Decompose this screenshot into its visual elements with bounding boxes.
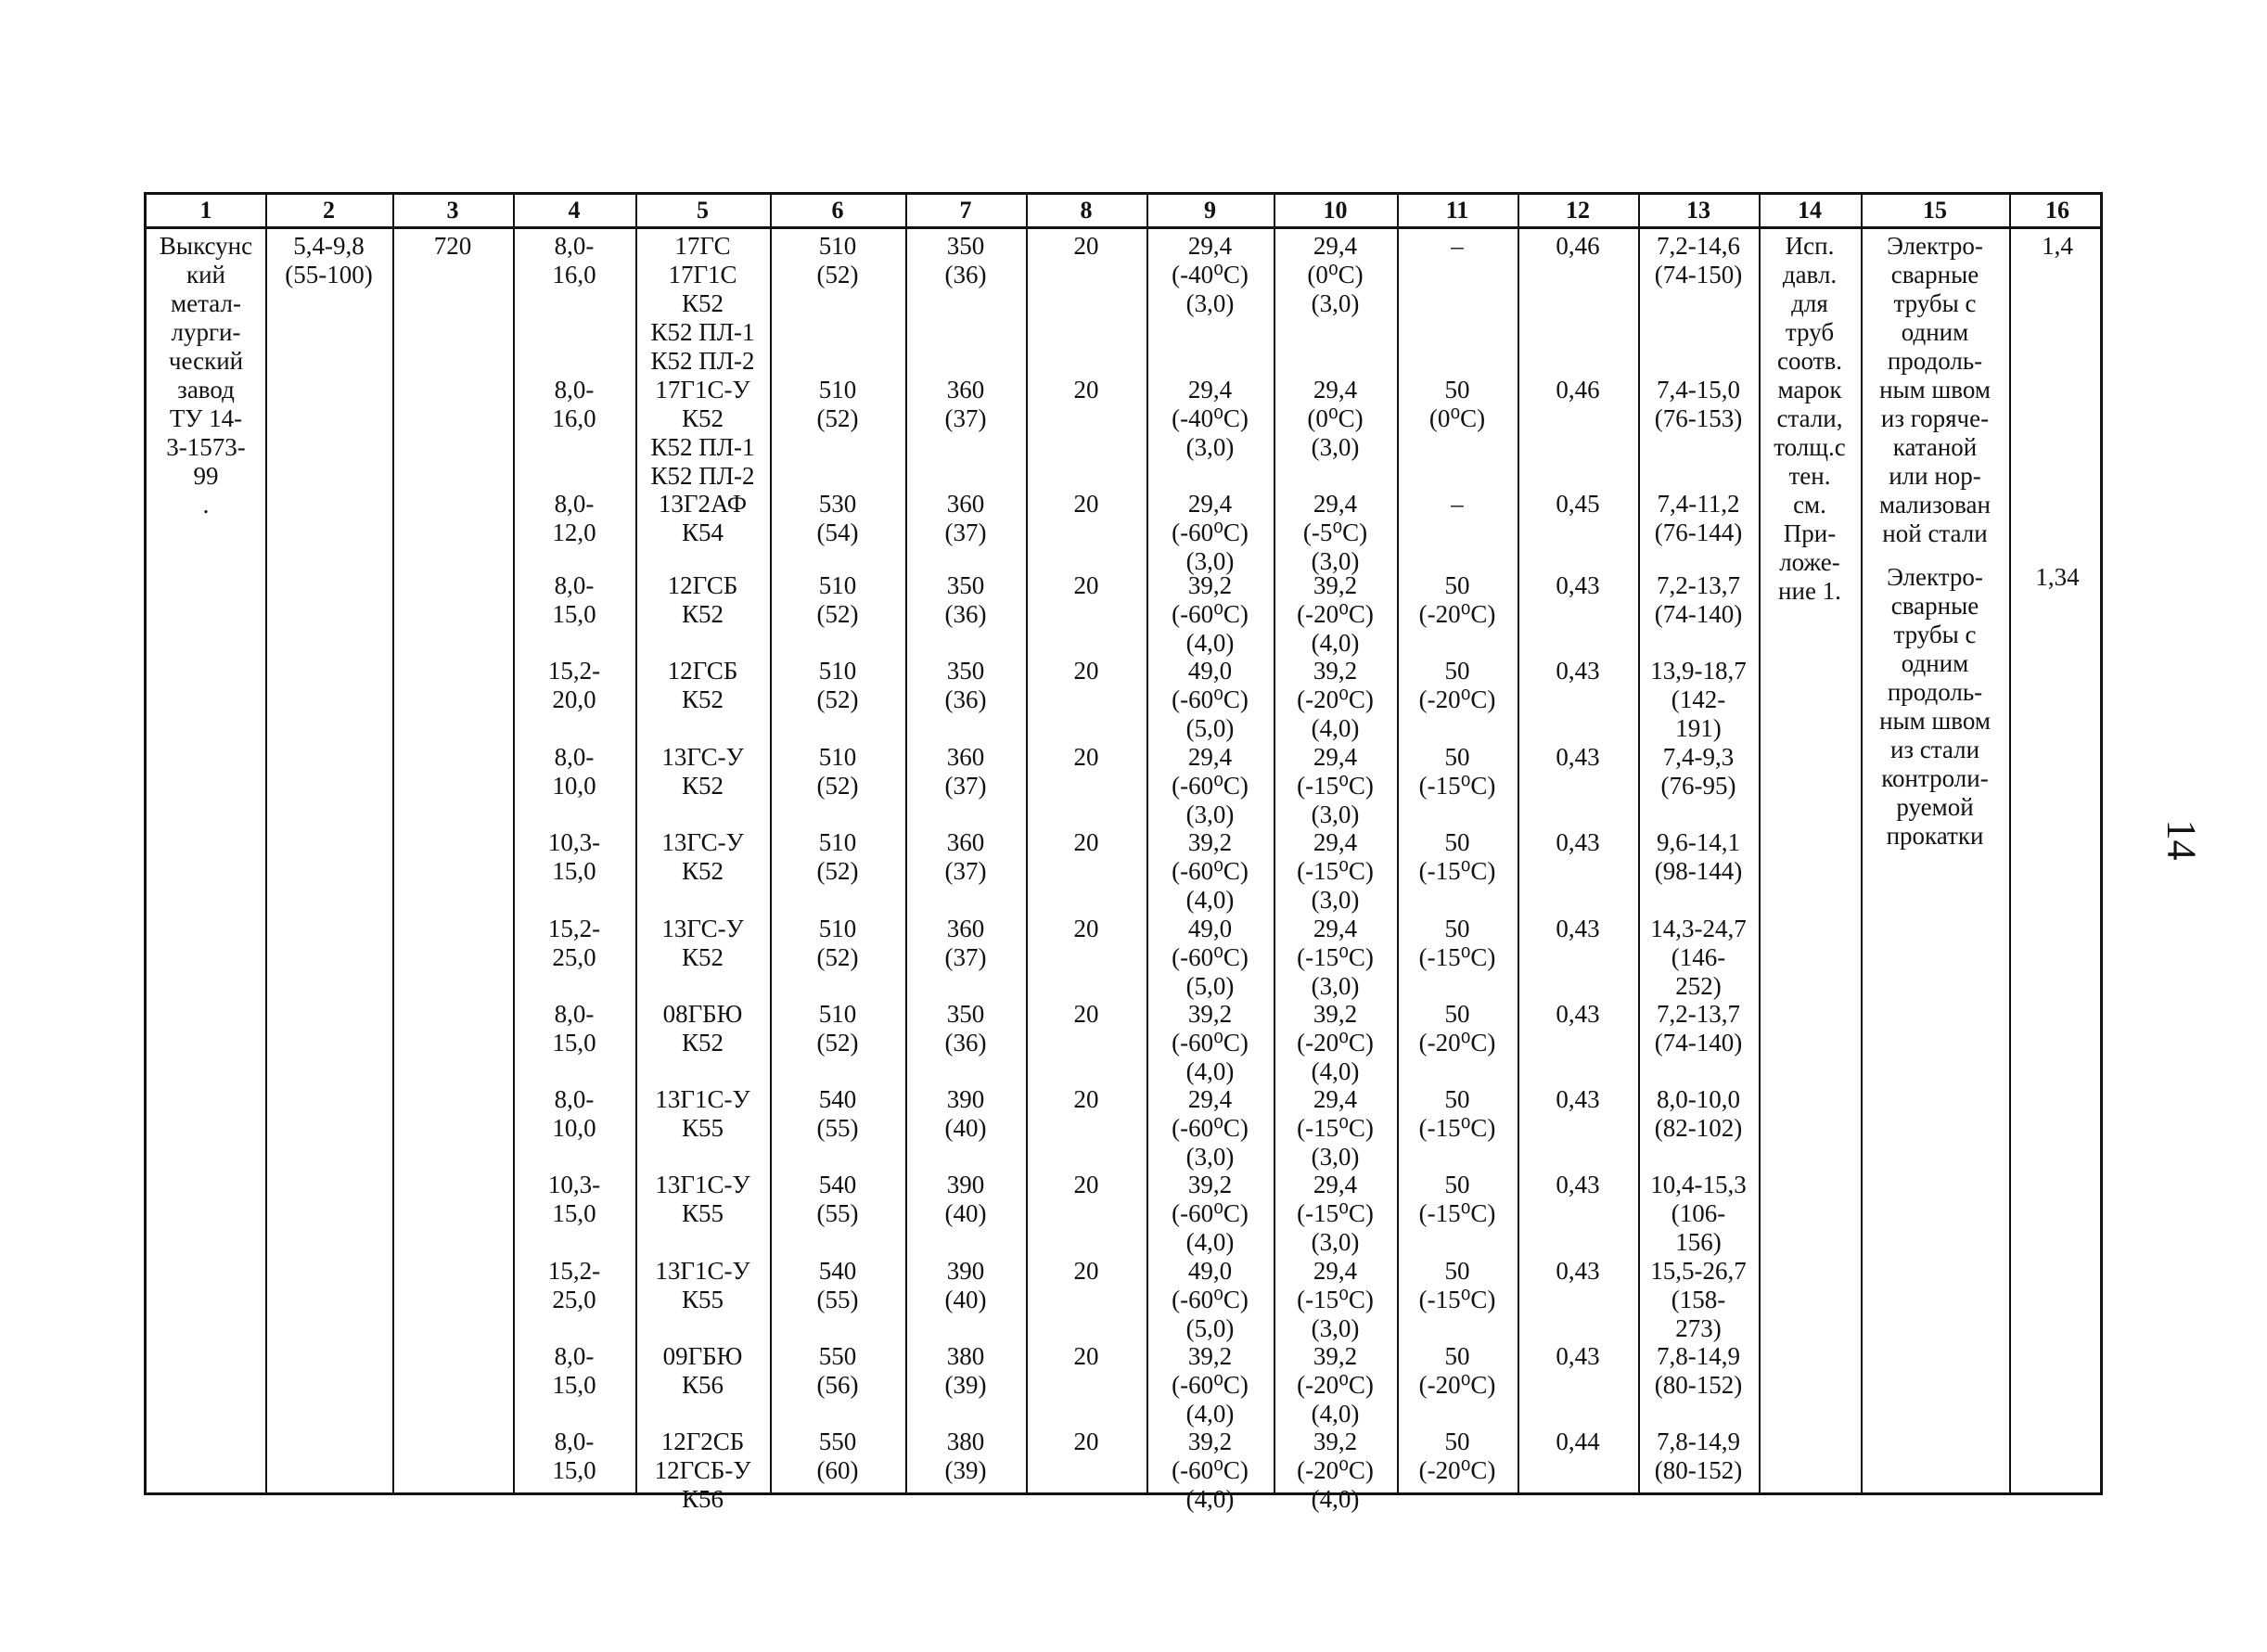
row-14-col-9: 39,2 (-60⁰С) (4,0) (1172, 1428, 1249, 1513)
pipe-type-cell-hot-rolled: Электро- сварные трубы с одним продоль- ным швом из горяче- катаной или нор- мализован ной стали (1879, 232, 1991, 547)
row-13-col-9: 39,2 (-60⁰С) (4,0) (1172, 1342, 1249, 1428)
row-3-col-12: 0,45 (1556, 490, 1600, 518)
row-6-col-13: 7,4-9,3 (76-95) (1660, 743, 1736, 800)
row-9-col-7: 350 (36) (944, 1000, 987, 1057)
row-9-col-5: 08ГБЮ К52 (662, 1000, 743, 1057)
row-8-col-8: 20 (1073, 915, 1099, 942)
row-14-col-4: 8,0- 15,0 (552, 1428, 596, 1484)
row-11-col-9: 39,2 (-60⁰С) (4,0) (1172, 1171, 1249, 1256)
row-2-col-7: 360 (37) (944, 376, 987, 432)
row-8-col-13: 14,3-24,7 (146- 252) (1650, 915, 1747, 1000)
row-2-col-10: 29,4 (0⁰С) (3,0) (1307, 376, 1364, 461)
row-8-col-6: 510 (52) (816, 915, 859, 971)
row-4-col-5: 12ГСБ К52 (667, 571, 738, 628)
row-13-col-8: 20 (1073, 1342, 1099, 1370)
row-14-col-12: 0,44 (1556, 1428, 1600, 1455)
row-11-col-4: 10,3- 15,0 (547, 1171, 601, 1227)
row-3-col-6: 530 (54) (816, 490, 859, 546)
row-7-col-4: 10,3- 15,0 (547, 828, 601, 885)
row-7-col-13: 9,6-14,1 (98-144) (1654, 828, 1743, 885)
row-3-col-4: 8,0- 12,0 (552, 490, 596, 546)
row-13-col-11: 50 (-20⁰С) (1418, 1342, 1496, 1399)
row-5-col-13: 13,9-18,7 (142- 191) (1650, 657, 1747, 742)
row-9-col-11: 50 (-20⁰С) (1418, 1000, 1496, 1057)
row-3-col-11: – (1451, 490, 1464, 518)
header-cell-11: 11 (1445, 197, 1469, 224)
row-13-col-10: 39,2 (-20⁰С) (4,0) (1297, 1342, 1374, 1428)
row-4-col-10: 39,2 (-20⁰С) (4,0) (1297, 571, 1374, 657)
header-cell-14: 14 (1798, 197, 1822, 224)
header-cell-6: 6 (831, 197, 844, 224)
row-2-col-13: 7,4-15,0 (76-153) (1654, 376, 1743, 432)
row-3-col-9: 29,4 (-60⁰С) (3,0) (1172, 490, 1249, 575)
row-1-col-7: 350 (36) (944, 232, 987, 288)
row-14-col-5: 12Г2СБ 12ГСБ-У К56 (654, 1428, 751, 1513)
row-3-col-13: 7,4-11,2 (76-144) (1654, 490, 1743, 546)
row-10-col-9: 29,4 (-60⁰С) (3,0) (1172, 1085, 1249, 1171)
row-5-col-12: 0,43 (1556, 657, 1600, 685)
row-5-col-6: 510 (52) (816, 657, 859, 713)
row-10-col-10: 29,4 (-15⁰С) (3,0) (1297, 1085, 1374, 1171)
row-7-col-10: 29,4 (-15⁰С) (3,0) (1297, 828, 1374, 914)
row-11-col-7: 390 (40) (944, 1171, 987, 1227)
row-9-col-6: 510 (52) (816, 1000, 859, 1057)
plant-name-cell: Выксунс кий метал- лурги- ческий завод ТУ 14- 3-1573- 99 . (159, 232, 253, 519)
table-header-row (147, 195, 2100, 229)
row-1-col-10: 29,4 (0⁰С) (3,0) (1307, 232, 1364, 317)
row-3-col-8: 20 (1073, 490, 1099, 518)
coefficient-cell: 1,4 (2042, 232, 2073, 260)
row-8-col-10: 29,4 (-15⁰С) (3,0) (1297, 915, 1374, 1000)
row-12-col-4: 15,2- 25,0 (547, 1257, 601, 1313)
row-7-col-9: 39,2 (-60⁰С) (4,0) (1172, 828, 1249, 914)
header-cell-13: 13 (1686, 197, 1710, 224)
test-pressure-cell: Исп. давл. для труб соотв. марок стали, толщ.с тен. см. При- ложе- ние 1. (1774, 232, 1846, 605)
row-14-col-13: 7,8-14,9 (80-152) (1654, 1428, 1743, 1484)
row-5-col-8: 20 (1073, 657, 1099, 685)
row-1-col-9: 29,4 (-40⁰С) (3,0) (1172, 232, 1249, 317)
row-10-col-11: 50 (-15⁰С) (1418, 1085, 1496, 1142)
pipe-type-cell-controlled-rolling: Электро- сварные трубы с одним продоль- ным швом из стали контроли- руемой прокатки (1879, 563, 1991, 850)
row-6-col-10: 29,4 (-15⁰С) (3,0) (1297, 743, 1374, 828)
header-cell-5: 5 (697, 197, 709, 224)
row-6-col-4: 8,0- 10,0 (552, 743, 596, 800)
page-number: 14 (2158, 819, 2205, 861)
header-cell-4: 4 (568, 197, 581, 224)
row-7-col-12: 0,43 (1556, 828, 1600, 856)
row-13-col-12: 0,43 (1556, 1342, 1600, 1370)
row-2-col-12: 0,46 (1556, 376, 1600, 403)
row-11-col-6: 540 (55) (816, 1171, 859, 1227)
row-6-col-11: 50 (-15⁰С) (1418, 743, 1496, 800)
row-7-col-11: 50 (-15⁰С) (1418, 828, 1496, 885)
row-9-col-13: 7,2-13,7 (74-140) (1654, 1000, 1743, 1057)
row-6-col-6: 510 (52) (816, 743, 859, 800)
row-1-col-12: 0,46 (1556, 232, 1600, 260)
spec-table (144, 192, 2103, 1513)
row-4-col-7: 350 (36) (944, 571, 987, 628)
row-8-col-4: 15,2- 25,0 (547, 915, 601, 971)
row-9-col-12: 0,43 (1556, 1000, 1600, 1028)
row-12-col-5: 13Г1С-У К55 (655, 1257, 750, 1313)
row-12-col-10: 29,4 (-15⁰С) (3,0) (1297, 1257, 1374, 1342)
row-6-col-12: 0,43 (1556, 743, 1600, 771)
row-7-col-7: 360 (37) (944, 828, 987, 885)
row-5-col-7: 350 (36) (944, 657, 987, 713)
row-13-col-5: 09ГБЮ К56 (662, 1342, 743, 1399)
row-14-col-10: 39,2 (-20⁰С) (4,0) (1297, 1428, 1374, 1513)
row-1-col-8: 20 (1073, 232, 1099, 260)
header-cell-16: 16 (2045, 197, 2069, 224)
row-2-col-6: 510 (52) (816, 376, 859, 432)
row-11-col-8: 20 (1073, 1171, 1099, 1198)
header-cell-2: 2 (323, 197, 335, 224)
row-8-col-11: 50 (-15⁰С) (1418, 915, 1496, 971)
row-10-col-8: 20 (1073, 1085, 1099, 1113)
row-4-col-13: 7,2-13,7 (74-140) (1654, 571, 1743, 628)
row-13-col-7: 380 (39) (944, 1342, 987, 1399)
row-6-col-5: 13ГС-У К52 (661, 743, 744, 800)
coefficient-cell: 1,34 (2035, 563, 2080, 591)
row-6-col-7: 360 (37) (944, 743, 987, 800)
row-9-col-10: 39,2 (-20⁰С) (4,0) (1297, 1000, 1374, 1085)
row-4-col-8: 20 (1073, 571, 1099, 599)
row-7-col-6: 510 (52) (816, 828, 859, 885)
row-11-col-10: 29,4 (-15⁰С) (3,0) (1297, 1171, 1374, 1256)
row-10-col-6: 540 (55) (816, 1085, 859, 1142)
row-10-col-7: 390 (40) (944, 1085, 987, 1142)
row-8-col-7: 360 (37) (944, 915, 987, 971)
row-2-col-4: 8,0- 16,0 (552, 376, 596, 432)
row-10-col-5: 13Г1С-У К55 (655, 1085, 750, 1142)
header-cell-15: 15 (1923, 197, 1947, 224)
row-9-col-4: 8,0- 15,0 (552, 1000, 596, 1057)
row-12-col-13: 15,5-26,7 (158- 273) (1650, 1257, 1747, 1342)
row-13-col-13: 7,8-14,9 (80-152) (1654, 1342, 1743, 1399)
header-cell-7: 7 (959, 197, 972, 224)
row-1-col-6: 510 (52) (816, 232, 859, 288)
row-1-col-4: 8,0- 16,0 (552, 232, 596, 288)
row-11-col-5: 13Г1С-У К55 (655, 1171, 750, 1227)
row-3-col-5: 13Г2АФ К54 (658, 490, 748, 546)
pressure-cell: 5,4-9,8 (55-100) (285, 232, 373, 288)
row-2-col-9: 29,4 (-40⁰С) (3,0) (1172, 376, 1249, 461)
row-14-col-7: 380 (39) (944, 1428, 987, 1484)
row-4-col-4: 8,0- 15,0 (552, 571, 596, 628)
row-5-col-9: 49,0 (-60⁰С) (5,0) (1172, 657, 1249, 742)
row-1-col-11: – (1451, 232, 1464, 260)
row-4-col-9: 39,2 (-60⁰С) (4,0) (1172, 571, 1249, 657)
row-14-col-11: 50 (-20⁰С) (1418, 1428, 1496, 1484)
row-6-col-8: 20 (1073, 743, 1099, 771)
row-5-col-11: 50 (-20⁰С) (1418, 657, 1496, 713)
header-cell-9: 9 (1204, 197, 1216, 224)
column-divider (265, 195, 267, 1492)
row-5-col-5: 12ГСБ К52 (667, 657, 738, 713)
row-11-col-13: 10,4-15,3 (106- 156) (1650, 1171, 1747, 1256)
row-8-col-9: 49,0 (-60⁰С) (5,0) (1172, 915, 1249, 1000)
row-4-col-12: 0,43 (1556, 571, 1600, 599)
row-12-col-7: 390 (40) (944, 1257, 987, 1313)
row-9-col-9: 39,2 (-60⁰С) (4,0) (1172, 1000, 1249, 1085)
row-1-col-5: 17ГС 17Г1С К52 К52 ПЛ-1 К52 ПЛ-2 (650, 232, 755, 375)
header-cell-3: 3 (446, 197, 459, 224)
row-10-col-12: 0,43 (1556, 1085, 1600, 1113)
column-divider (392, 195, 394, 1492)
column-divider (2009, 195, 2011, 1492)
row-5-col-4: 15,2- 20,0 (547, 657, 601, 713)
row-3-col-7: 360 (37) (944, 490, 987, 546)
header-cell-10: 10 (1323, 197, 1348, 224)
row-12-col-12: 0,43 (1556, 1257, 1600, 1285)
row-12-col-9: 49,0 (-60⁰С) (5,0) (1172, 1257, 1249, 1342)
row-8-col-5: 13ГС-У К52 (661, 915, 744, 971)
row-2-col-5: 17Г1С-У К52 К52 ПЛ-1 К52 ПЛ-2 (650, 376, 755, 490)
row-13-col-6: 550 (56) (816, 1342, 859, 1399)
row-4-col-11: 50 (-20⁰С) (1418, 571, 1496, 628)
row-7-col-5: 13ГС-У К52 (661, 828, 744, 885)
row-11-col-12: 0,43 (1556, 1171, 1600, 1198)
row-1-col-13: 7,2-14,6 (74-150) (1654, 232, 1743, 288)
header-cell-1: 1 (199, 197, 212, 224)
row-7-col-8: 20 (1073, 828, 1099, 856)
row-6-col-9: 29,4 (-60⁰С) (3,0) (1172, 743, 1249, 828)
row-11-col-11: 50 (-15⁰С) (1418, 1171, 1496, 1227)
row-3-col-10: 29,4 (-5⁰С) (3,0) (1302, 490, 1368, 575)
row-14-col-6: 550 (60) (816, 1428, 859, 1484)
row-5-col-10: 39,2 (-20⁰С) (4,0) (1297, 657, 1374, 742)
row-10-col-13: 8,0-10,0 (82-102) (1654, 1085, 1743, 1142)
row-12-col-11: 50 (-15⁰С) (1418, 1257, 1496, 1313)
diameter-cell: 720 (433, 232, 472, 260)
header-cell-8: 8 (1080, 197, 1093, 224)
row-14-col-8: 20 (1073, 1428, 1099, 1455)
row-2-col-11: 50 (0⁰С) (1428, 376, 1486, 432)
row-12-col-8: 20 (1073, 1257, 1099, 1285)
row-10-col-4: 8,0- 10,0 (552, 1085, 596, 1142)
row-2-col-8: 20 (1073, 376, 1099, 403)
header-cell-12: 12 (1566, 197, 1590, 224)
row-12-col-6: 540 (55) (816, 1257, 859, 1313)
row-4-col-6: 510 (52) (816, 571, 859, 628)
row-8-col-12: 0,43 (1556, 915, 1600, 942)
row-13-col-4: 8,0- 15,0 (552, 1342, 596, 1399)
row-9-col-8: 20 (1073, 1000, 1099, 1028)
